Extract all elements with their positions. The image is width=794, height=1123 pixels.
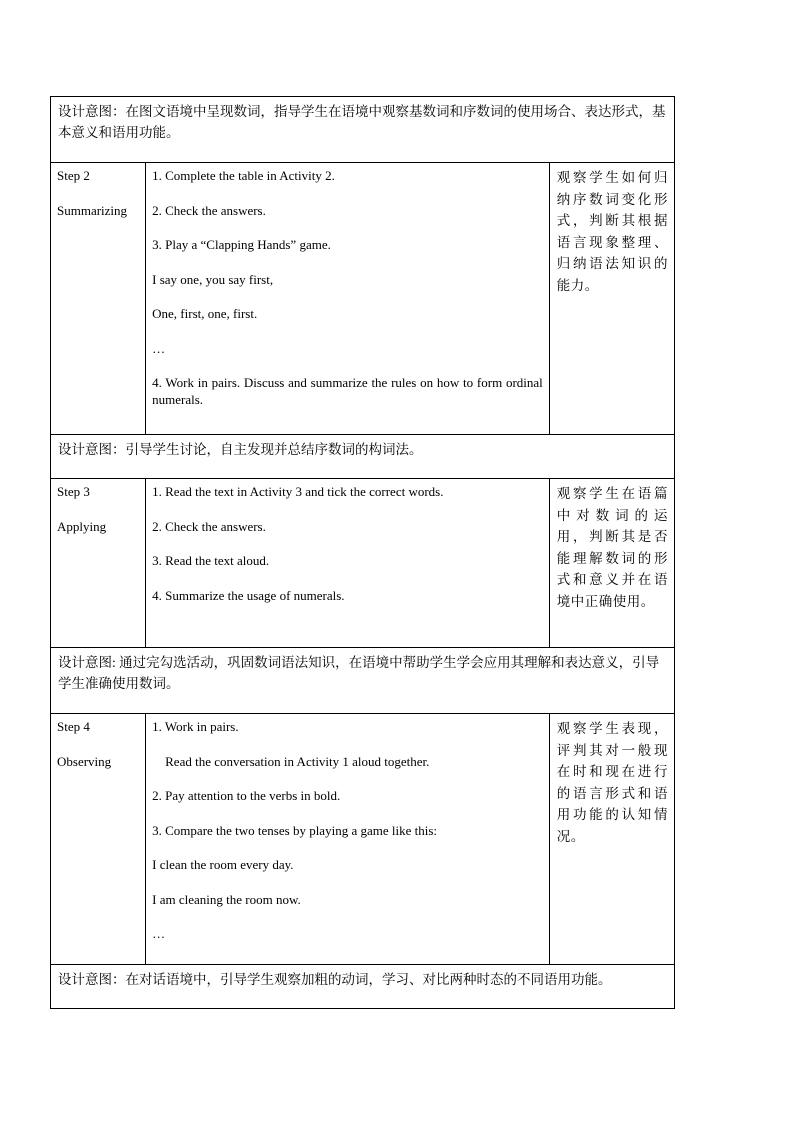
activity-line: I clean the room every day. [152,857,294,872]
step-label-cell [51,714,146,965]
activity-line: 3. Compare the two tenses by playing a game like this: [152,822,437,838]
step-label-cell [51,163,146,435]
activities-cell [146,479,550,648]
activity-line: … [152,340,166,356]
step-name: Applying [57,518,107,534]
activity-line: I say one, you say first, [152,271,274,287]
activity-line: 1. Read the text in Activity 3 and tick the correct words. [152,484,444,499]
activity-line: 3. Read the text aloud. [152,553,270,568]
step-number: Step 4 [57,719,90,734]
activity-line: … [152,926,166,941]
activity-line: 2. Pay attention to the verbs in bold. [152,788,341,803]
activity-line: I am cleaning the room now. [152,891,301,907]
step-row [51,479,675,648]
observation-cell: 观察学生在语篇中对数词的运用，判断其是否能理解数词的形式和意义并在语境中正确使用。 [549,479,674,648]
design-intent-text: 设计意图：引导学生讨论，自主发现并总结序数词的构词法。 [51,435,675,479]
activity-line: 3. Play a “Clapping Hands” game. [152,237,331,252]
activity-line: One, first, one, first. [152,306,258,321]
design-intent-row [51,648,675,714]
activity-line: 2. Check the answers. [152,518,266,534]
activity-line: 2. Check the answers. [152,202,266,218]
step-row [51,714,675,965]
design-intent-row [51,965,675,1009]
step-number: Step 3 [57,484,90,499]
step-label-cell [51,479,146,648]
activity-line: 1. Complete the table in Activity 2. [152,168,335,183]
step-name: Summarizing [57,202,128,218]
activity-line: 1. Work in pairs. [152,719,239,734]
activity-line: 4. Work in pairs. Discuss and summarize the rules on how to form ordinal numerals. [152,375,543,407]
design-intent-text: 设计意图: 通过完勾选活动，巩固数词语法知识，在语境中帮助学生学会应用其理解和表达意义，引导学生准确使用数词。 [51,648,675,714]
design-intent-text: 设计意图：在对话语境中，引导学生观察加粗的动词，学习、对比两种时态的不同语用功能。 [51,965,675,1009]
observation-cell: 观察学生表现，评判其对一般现在时和现在进行的语言形式和语用功能的认知情况。 [549,714,674,965]
design-intent-row [51,97,675,163]
activity-line: Read the conversation in Activity 1 aloud together. [165,753,430,769]
activities-cell [146,163,550,435]
step-row [51,163,675,435]
step-number: Step 2 [57,168,90,183]
observation-cell: 观察学生如何归纳序数词变化形式，判断其根据语言现象整理、归纳语法知识的能力。 [549,163,674,435]
step-name: Observing [57,753,112,769]
design-intent-text: 设计意图：在图文语境中呈现数词，指导学生在语境中观察基数词和序数词的使用场合、表达形式，基本意义和语用功能。 [51,97,675,163]
activity-line: 4. Summarize the usage of numerals. [152,587,345,603]
activities-cell [146,714,550,965]
design-intent-row [51,435,675,479]
lesson-plan-table [50,96,675,1009]
